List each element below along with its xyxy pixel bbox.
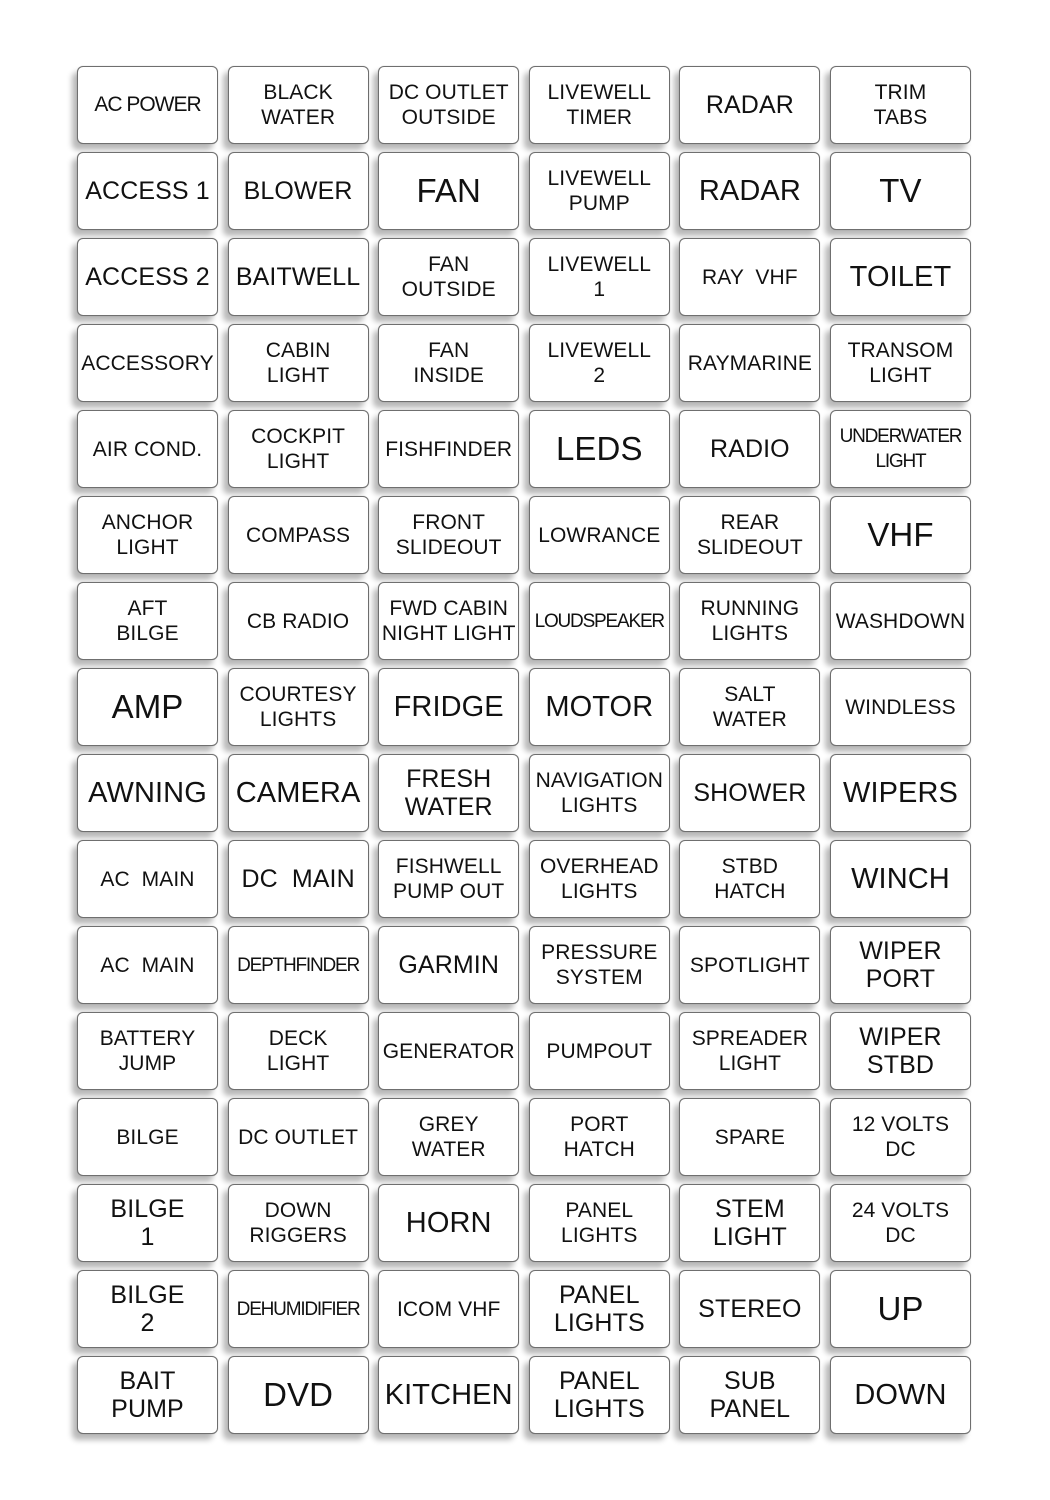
label-camera: CAMERA <box>228 754 369 832</box>
label-fan: FAN <box>378 152 519 230</box>
label-panel-lights: PANEL LIGHTS <box>529 1184 670 1262</box>
label-rear-slideout: REAR SLIDEOUT <box>679 496 820 574</box>
label-pumpout: PUMPOUT <box>529 1012 670 1090</box>
label-spreader-light: SPREADER LIGHT <box>679 1012 820 1090</box>
label-pressure-system: PRESSURE SYSTEM <box>529 926 670 1004</box>
label-spare: SPARE <box>679 1098 820 1176</box>
label-livewell-1: LIVEWELL 1 <box>529 238 670 316</box>
label-fishfinder: FISHFINDER <box>378 410 519 488</box>
label-dc-outlet: DC OUTLET <box>228 1098 369 1176</box>
label-stem-light: STEM LIGHT <box>679 1184 820 1262</box>
label-generator: GENERATOR <box>378 1012 519 1090</box>
label-depthfinder: DEPTHFINDER <box>228 926 369 1004</box>
label-dvd: DVD <box>228 1356 369 1434</box>
label-stereo: STEREO <box>679 1270 820 1348</box>
label-sub-panel: SUB PANEL <box>679 1356 820 1434</box>
label-raymarine: RAYMARINE <box>679 324 820 402</box>
label-livewell-pump: LIVEWELL PUMP <box>529 152 670 230</box>
label-aft-bilge: AFT BILGE <box>77 582 218 660</box>
label-livewell-timer: LIVEWELL TIMER <box>529 66 670 144</box>
label-leds: LEDS <box>529 410 670 488</box>
label-vhf: VHF <box>830 496 971 574</box>
label-trim-tabs: TRIM TABS <box>830 66 971 144</box>
label-icom-vhf: ICOM VHF <box>378 1270 519 1348</box>
label-toilet: TOILET <box>830 238 971 316</box>
label-radio: RADIO <box>679 410 820 488</box>
label-fishwell-pump-out: FISHWELL PUMP OUT <box>378 840 519 918</box>
label-amp: AMP <box>77 668 218 746</box>
label-livewell-2: LIVEWELL 2 <box>529 324 670 402</box>
label-front-slideout: FRONT SLIDEOUT <box>378 496 519 574</box>
label-overhead-lights: OVERHEAD LIGHTS <box>529 840 670 918</box>
label-dc-outlet-outside: DC OUTLET OUTSIDE <box>378 66 519 144</box>
label-wiper-stbd: WIPER STBD <box>830 1012 971 1090</box>
label-transom-light: TRANSOM LIGHT <box>830 324 971 402</box>
label-windless: WINDLESS <box>830 668 971 746</box>
label-stbd-hatch: STBD HATCH <box>679 840 820 918</box>
label-cockpit-light: COCKPIT LIGHT <box>228 410 369 488</box>
label-panel-lights-2: PANEL LIGHTS <box>529 1270 670 1348</box>
label-cabin-light: CABIN LIGHT <box>228 324 369 402</box>
label-up: UP <box>830 1270 971 1348</box>
label-bilge: BILGE <box>77 1098 218 1176</box>
label-ac-power: AC POWER <box>77 66 218 144</box>
label-blower: BLOWER <box>228 152 369 230</box>
label-down-riggers: DOWN RIGGERS <box>228 1184 369 1262</box>
label-compass: COMPASS <box>228 496 369 574</box>
label-washdown: WASHDOWN <box>830 582 971 660</box>
label-radar-2: RADAR <box>679 152 820 230</box>
label-port-hatch: PORT HATCH <box>529 1098 670 1176</box>
label-grey-water: GREY WATER <box>378 1098 519 1176</box>
label-garmin: GARMIN <box>378 926 519 1004</box>
label-battery-jump: BATTERY JUMP <box>77 1012 218 1090</box>
label-kitchen: KITCHEN <box>378 1356 519 1434</box>
label-deck-light: DECK LIGHT <box>228 1012 369 1090</box>
label-12-volts-dc: 12 VOLTS DC <box>830 1098 971 1176</box>
label-fan-outside: FAN OUTSIDE <box>378 238 519 316</box>
label-horn: HORN <box>378 1184 519 1262</box>
label-fan-inside: FAN INSIDE <box>378 324 519 402</box>
label-anchor-light: ANCHOR LIGHT <box>77 496 218 574</box>
label-tv: TV <box>830 152 971 230</box>
label-bait-pump: BAIT PUMP <box>77 1356 218 1434</box>
label-winch: WINCH <box>830 840 971 918</box>
label-access-2: ACCESS 2 <box>77 238 218 316</box>
label-grid <box>77 66 971 1434</box>
label-panel-lights-3: PANEL LIGHTS <box>529 1356 670 1434</box>
label-24-volts-dc: 24 VOLTS DC <box>830 1184 971 1262</box>
label-ac-main-2: AC MAIN <box>77 926 218 1004</box>
label-wipers: WIPERS <box>830 754 971 832</box>
label-ac-main: AC MAIN <box>77 840 218 918</box>
label-lowrance: LOWRANCE <box>529 496 670 574</box>
label-fwd-cabin-night-light: FWD CABIN NIGHT LIGHT <box>378 582 519 660</box>
label-underwater-light: UNDERWATER LIGHT <box>830 410 971 488</box>
label-bilge-1: BILGE 1 <box>77 1184 218 1262</box>
label-radar: RADAR <box>679 66 820 144</box>
label-shower: SHOWER <box>679 754 820 832</box>
label-down: DOWN <box>830 1356 971 1434</box>
label-running-lights: RUNNING LIGHTS <box>679 582 820 660</box>
label-loudspeaker: LOUDSPEAKER <box>529 582 670 660</box>
label-dehumidifier: DEHUMIDIFIER <box>228 1270 369 1348</box>
label-baitwell: BAITWELL <box>228 238 369 316</box>
label-accessory: ACCESSORY <box>77 324 218 402</box>
label-spotlight: SPOTLIGHT <box>679 926 820 1004</box>
label-navigation-lights: NAVIGATION LIGHTS <box>529 754 670 832</box>
label-bilge-2: BILGE 2 <box>77 1270 218 1348</box>
label-cb-radio: CB RADIO <box>228 582 369 660</box>
label-access-1: ACCESS 1 <box>77 152 218 230</box>
label-courtesy-lights: COURTESY LIGHTS <box>228 668 369 746</box>
label-fridge: FRIDGE <box>378 668 519 746</box>
label-ray-vhf: RAY VHF <box>679 238 820 316</box>
label-dc-main: DC MAIN <box>228 840 369 918</box>
label-black-water: BLACK WATER <box>228 66 369 144</box>
label-air-cond: AIR COND. <box>77 410 218 488</box>
label-awning: AWNING <box>77 754 218 832</box>
label-salt-water: SALT WATER <box>679 668 820 746</box>
label-fresh-water: FRESH WATER <box>378 754 519 832</box>
label-wiper-port: WIPER PORT <box>830 926 971 1004</box>
label-motor: MOTOR <box>529 668 670 746</box>
